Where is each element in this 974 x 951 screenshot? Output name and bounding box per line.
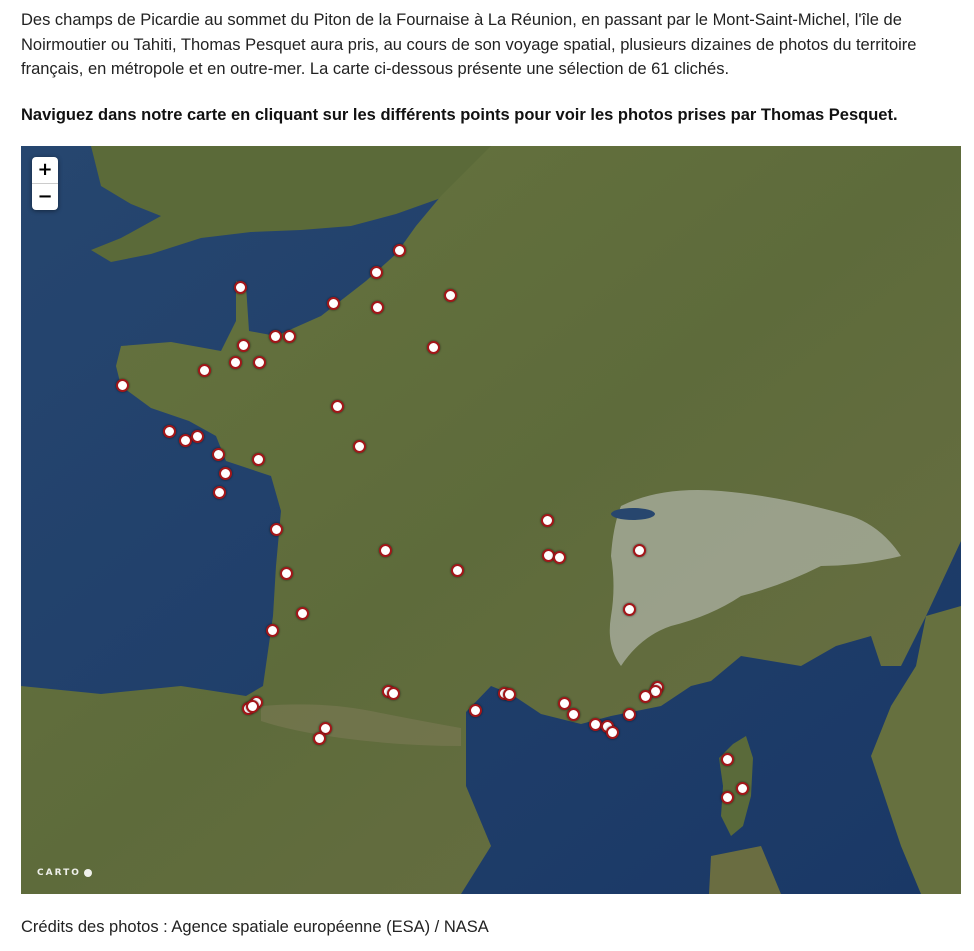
photo-marker[interactable] — [253, 356, 266, 369]
carto-attribution[interactable] — [37, 868, 92, 878]
photo-marker[interactable] — [541, 514, 554, 527]
zoom-control — [32, 157, 58, 210]
zoom-in-button[interactable]: + — [32, 157, 58, 184]
photo-marker[interactable] — [252, 453, 265, 466]
photo-marker[interactable] — [371, 301, 384, 314]
photo-marker[interactable] — [639, 690, 652, 703]
photo-marker[interactable] — [283, 330, 296, 343]
intro-paragraph: Des champs de Picardie au sommet du Piton de la Fournaise à La Réunion, en passant par le Mont-Saint-Michel, l'île de Noirmoutier ou Tahiti, Thomas Pesquet aura pris, au cours de son voyage spatial, plusieurs dizaines de photos du territoire français, en métropole et en outre-mer. La carte ci-dessous présente une sélection de 61 clichés. — [21, 11, 917, 78]
photo-marker[interactable] — [246, 700, 259, 713]
photo-marker[interactable] — [379, 544, 392, 557]
photo-marker[interactable] — [370, 266, 383, 279]
photo-marker[interactable] — [266, 624, 279, 637]
photo-marker[interactable] — [191, 430, 204, 443]
satellite-basemap[interactable] — [21, 146, 961, 894]
photo-marker[interactable] — [213, 486, 226, 499]
photo-marker[interactable] — [553, 551, 566, 564]
carto-logo-text: CARTO — [37, 868, 81, 878]
photo-marker[interactable] — [736, 782, 749, 795]
photo-marker[interactable] — [623, 603, 636, 616]
photo-marker[interactable] — [503, 688, 516, 701]
photo-marker[interactable] — [387, 687, 400, 700]
photo-marker[interactable] — [234, 281, 247, 294]
photo-marker[interactable] — [721, 753, 734, 766]
photo-marker[interactable] — [313, 732, 326, 745]
photo-marker[interactable] — [623, 708, 636, 721]
photo-marker[interactable] — [606, 726, 619, 739]
photo-marker[interactable] — [331, 400, 344, 413]
photo-marker[interactable] — [237, 339, 250, 352]
photo-marker[interactable] — [116, 379, 129, 392]
carto-logo-dot-icon — [84, 869, 92, 877]
photo-marker[interactable] — [269, 330, 282, 343]
photo-marker[interactable] — [280, 567, 293, 580]
instruction-paragraph: Naviguez dans notre carte en cliquant sur les différents points pour voir les photos prises par Thomas Pesquet. — [21, 106, 898, 124]
photo-marker[interactable] — [721, 791, 734, 804]
photo-marker[interactable] — [567, 708, 580, 721]
photo-marker[interactable] — [469, 704, 482, 717]
photo-marker[interactable] — [163, 425, 176, 438]
photo-marker[interactable] — [451, 564, 464, 577]
photo-marker[interactable] — [393, 244, 406, 257]
photo-marker[interactable] — [353, 440, 366, 453]
photo-marker[interactable] — [212, 448, 225, 461]
photo-marker[interactable] — [270, 523, 283, 536]
photo-marker[interactable] — [427, 341, 440, 354]
photo-marker[interactable] — [198, 364, 211, 377]
photo-marker[interactable] — [219, 467, 232, 480]
lake-geneva — [611, 508, 655, 520]
photo-credits: Crédits des photos : Agence spatiale européenne (ESA) / NASA — [21, 918, 489, 936]
zoom-out-button[interactable]: − — [37, 186, 53, 207]
photo-marker[interactable] — [296, 607, 309, 620]
photo-marker[interactable] — [633, 544, 646, 557]
photo-marker[interactable] — [179, 434, 192, 447]
photo-marker[interactable] — [444, 289, 457, 302]
photo-map[interactable] — [21, 146, 961, 894]
photo-marker[interactable] — [229, 356, 242, 369]
photo-marker[interactable] — [589, 718, 602, 731]
photo-marker[interactable] — [558, 697, 571, 710]
photo-marker[interactable] — [327, 297, 340, 310]
